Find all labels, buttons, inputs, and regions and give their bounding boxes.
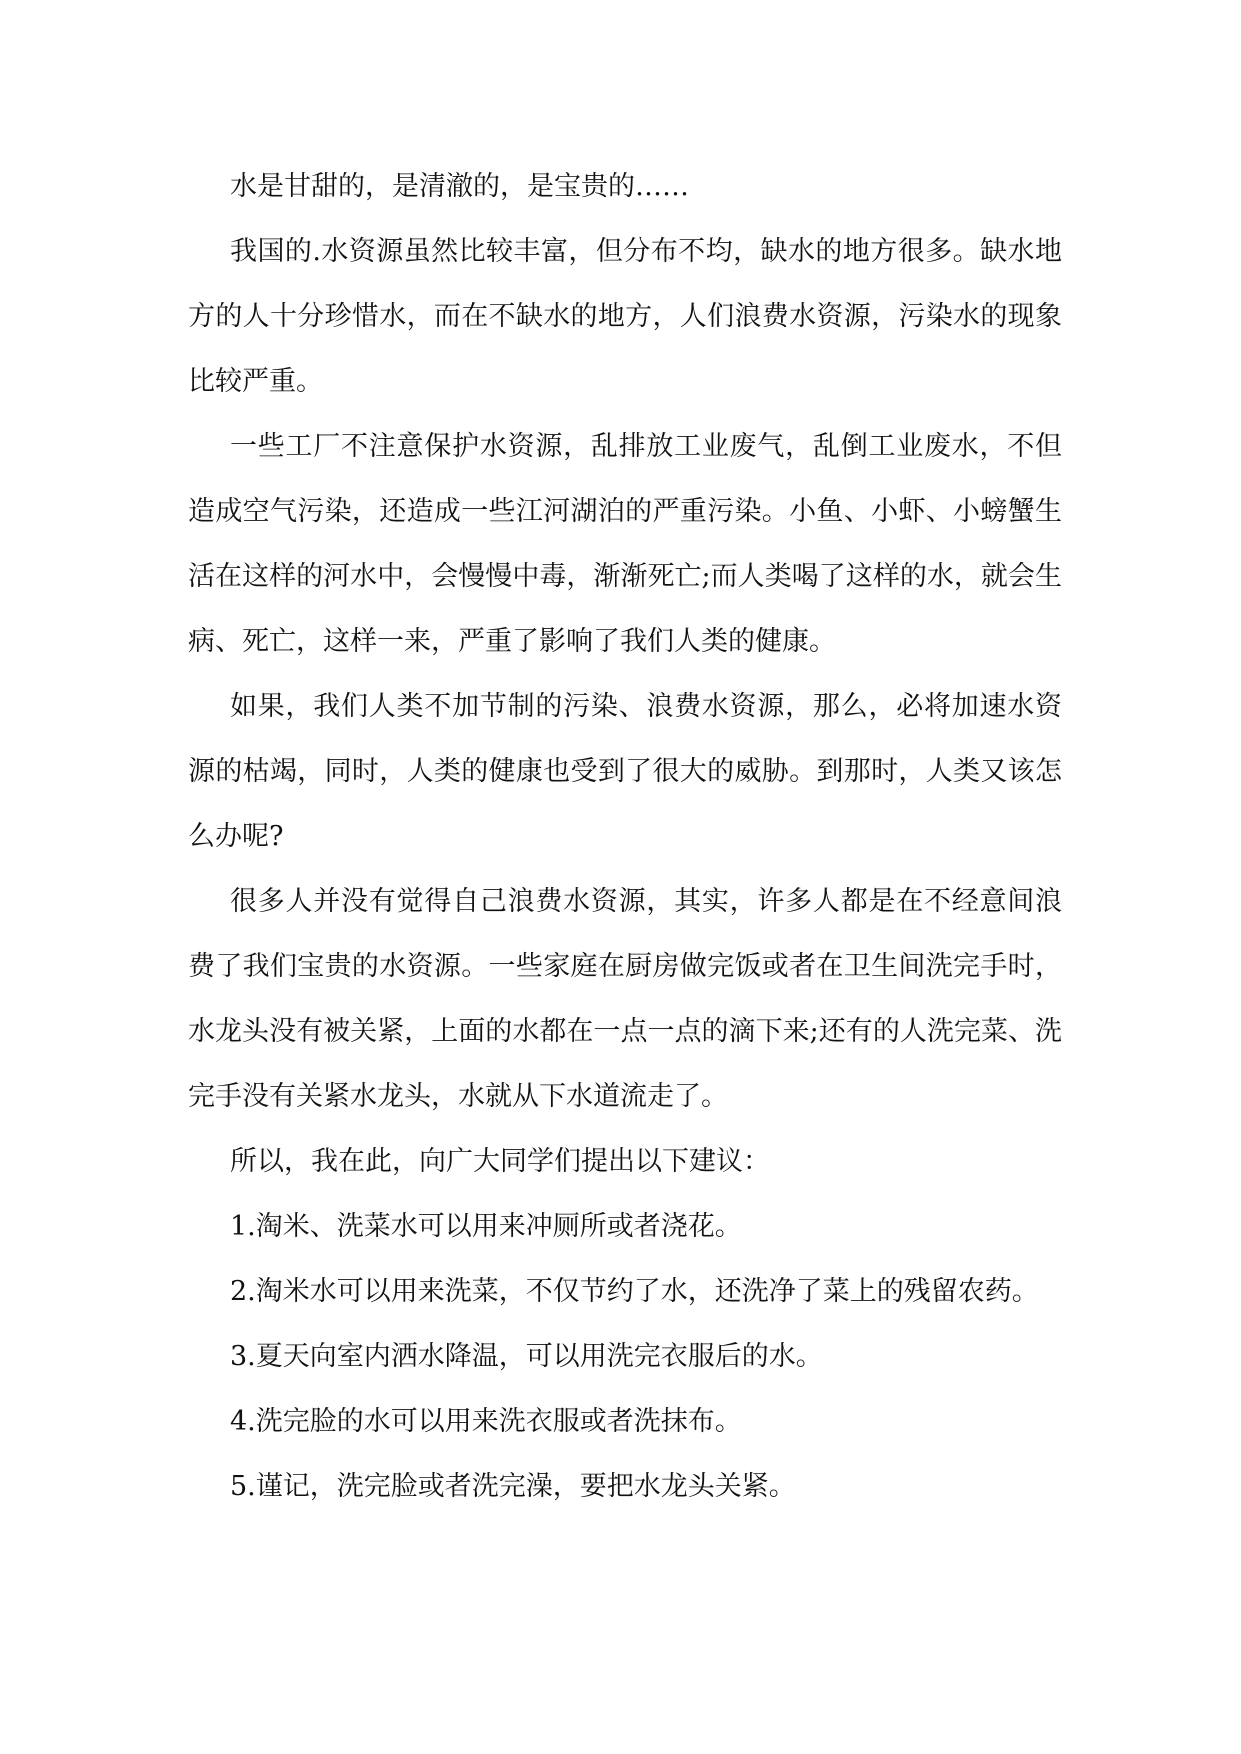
paragraph-daily-waste: 很多人并没有觉得自己浪费水资源，其实，许多人都是在不经意间浪费了我们宝贵的水资源。一些家庭在厨房做完饭或者在卫生间洗完手时，水龙头没有被关紧，上面的水都在一点一点的滴下来;还有的人洗完菜、洗完手没有关紧水龙头，水就从下水道流走了。 [188,886,1062,1112]
document-body [188,154,1062,1519]
suggestion-item-2: 2.淘米水可以用来洗菜，不仅节约了水，还洗净了菜上的残留农药。 [230,1276,1039,1307]
paragraph-water-resources: 我国的.水资源虽然比较丰富，但分布不均，缺水的地方很多。缺水地方的人十分珍惜水，而在不缺水的地方，人们浪费水资源，污染水的现象比较严重。 [188,236,1062,397]
suggestion-item-5: 5.谨记，洗完脸或者洗完澡，要把水龙头关紧。 [230,1471,796,1502]
paragraph-suggestions-intro: 所以，我在此，向广大同学们提出以下建议： [230,1146,770,1177]
paragraph-intro: 水是甘甜的，是清澈的，是宝贵的…… [230,171,689,202]
suggestion-item-1: 1.淘米、洗菜水可以用来冲厕所或者浇花。 [230,1211,742,1242]
suggestion-item-3: 3.夏天向室内洒水降温，可以用洗完衣服后的水。 [230,1341,823,1372]
paragraph-consequences: 如果，我们人类不加节制的污染、浪费水资源，那么，必将加速水资源的枯竭，同时，人类的健康也受到了很大的威胁。到那时，人类又该怎么办呢? [188,691,1062,852]
suggestion-item-4: 4.洗完脸的水可以用来洗衣服或者洗抹布。 [230,1406,742,1437]
paragraph-factory-pollution: 一些工厂不注意保护水资源，乱排放工业废气，乱倒工业废水，不但造成空气污染，还造成一些江河湖泊的严重污染。小鱼、小虾、小螃蟹生活在这样的河水中，会慢慢中毒，渐渐死亡;而人类喝了这样的水，就会生病、死亡，这样一来，严重了影响了我们人类的健康。 [188,431,1062,657]
